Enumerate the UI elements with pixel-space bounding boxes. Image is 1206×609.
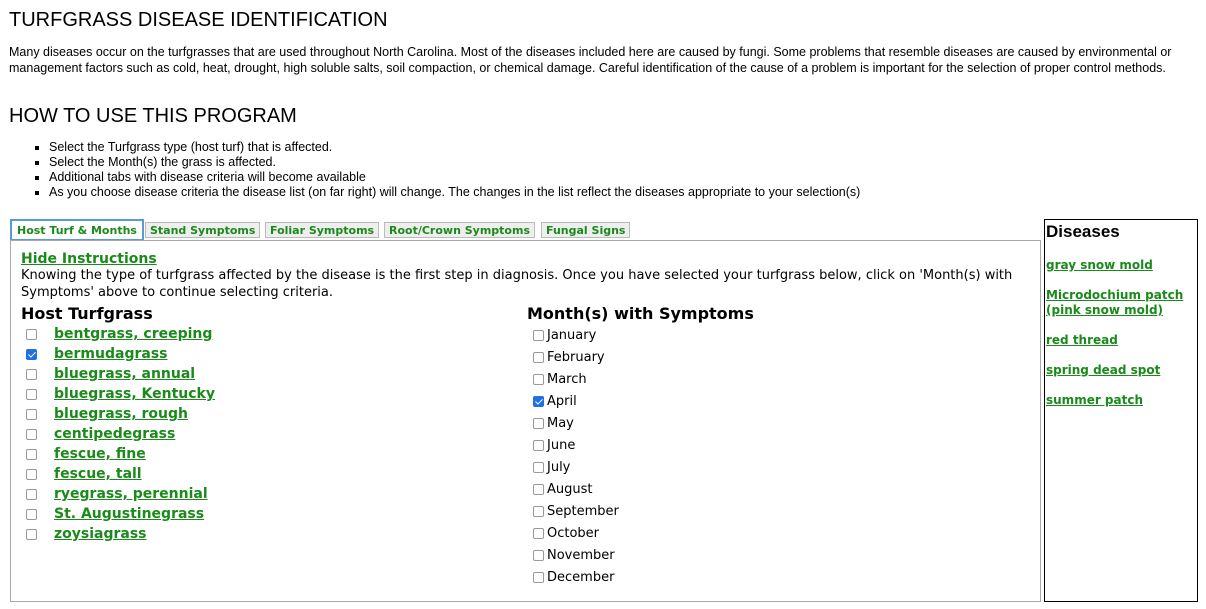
- disease-list: [1046, 258, 1196, 423]
- turfgrass-link[interactable]: ryegrass, perennial: [54, 486, 208, 502]
- turfgrass-item: [21, 444, 215, 464]
- month-item: [533, 368, 619, 390]
- tab-foliar-symptoms[interactable]: Foliar Symptoms: [265, 222, 379, 238]
- month-item: [533, 412, 619, 434]
- disease-item: [1046, 288, 1196, 318]
- turfgrass-checkbox[interactable]: [26, 529, 37, 540]
- month-checkbox[interactable]: [533, 572, 544, 583]
- turfgrass-link[interactable]: bluegrass, rough: [54, 406, 188, 422]
- months-heading: Month(s) with Symptoms: [527, 304, 754, 323]
- how-to-step: ▪ As you choose disease criteria the disease list (on far right) will change. The changes in the list reflect the diseases appropriate to your selection(s): [49, 185, 860, 200]
- turfgrass-checkbox[interactable]: [26, 449, 37, 460]
- disease-link[interactable]: gray snow mold: [1046, 258, 1153, 272]
- how-to-step: ▪ Select the Turfgrass type (host turf) that is affected.: [49, 140, 860, 155]
- month-label[interactable]: June: [547, 437, 576, 453]
- turfgrass-item: [21, 524, 215, 544]
- disease-item: [1046, 333, 1196, 348]
- turfgrass-item: [21, 384, 215, 404]
- month-label[interactable]: October: [547, 525, 600, 541]
- month-item: [533, 346, 619, 368]
- month-label[interactable]: March: [547, 371, 587, 387]
- tab-host-turf-months[interactable]: Host Turf & Months: [10, 219, 144, 241]
- host-turfgrass-heading: Host Turfgrass: [21, 304, 153, 323]
- month-list: [533, 324, 619, 588]
- turfgrass-item: [21, 364, 215, 384]
- turfgrass-checkbox[interactable]: [26, 409, 37, 420]
- turfgrass-link[interactable]: bentgrass, creeping: [54, 326, 213, 342]
- turfgrass-link[interactable]: bluegrass, Kentucky: [54, 386, 215, 402]
- month-label[interactable]: July: [547, 459, 571, 475]
- turfgrass-link[interactable]: bermudagrass: [54, 346, 168, 362]
- turfgrass-checkbox[interactable]: [26, 489, 37, 500]
- turfgrass-link[interactable]: centipedegrass: [54, 426, 176, 442]
- turfgrass-checkbox[interactable]: [26, 329, 37, 340]
- turfgrass-checkbox[interactable]: [26, 429, 37, 440]
- disease-item: [1046, 363, 1196, 378]
- month-item: [533, 390, 619, 412]
- month-checkbox[interactable]: [533, 396, 544, 407]
- month-label[interactable]: May: [547, 415, 574, 431]
- month-item: [533, 566, 619, 588]
- hide-instructions-link[interactable]: Hide Instructions: [21, 251, 157, 267]
- month-item: [533, 478, 619, 500]
- turfgrass-checkbox[interactable]: [26, 469, 37, 480]
- month-item: [533, 434, 619, 456]
- month-item: [533, 456, 619, 478]
- month-item: [533, 324, 619, 346]
- month-label[interactable]: December: [547, 569, 615, 585]
- how-to-step: ▪ Additional tabs with disease criteria will become available: [49, 170, 860, 185]
- turfgrass-link[interactable]: bluegrass, annual: [54, 366, 196, 382]
- disease-link[interactable]: Microdochium patch (pink snow mold): [1046, 288, 1184, 317]
- month-checkbox[interactable]: [533, 484, 544, 495]
- month-checkbox[interactable]: [533, 330, 544, 341]
- month-item: [533, 500, 619, 522]
- month-checkbox[interactable]: [533, 462, 544, 473]
- month-checkbox[interactable]: [533, 418, 544, 429]
- month-checkbox[interactable]: [533, 550, 544, 561]
- tab-fungal-signs[interactable]: Fungal Signs: [541, 222, 630, 238]
- page-title: TURFGRASS DISEASE IDENTIFICATION: [9, 9, 388, 31]
- turfgrass-checkbox[interactable]: [26, 509, 37, 520]
- turfgrass-item: [21, 324, 215, 344]
- turfgrass-item: [21, 344, 215, 364]
- how-to-steps: [9, 140, 860, 200]
- disease-item: [1046, 393, 1196, 408]
- panel-instructions: Knowing the type of turfgrass affected by the disease is the first step in diagnosis. Once you have selected your turfgrass below, click on 'Month(s) with Symptoms' above to continue selecting criteria.: [21, 268, 1013, 300]
- disease-link[interactable]: red thread: [1046, 333, 1118, 347]
- month-label[interactable]: January: [547, 327, 597, 343]
- turfgrass-item: [21, 424, 215, 444]
- month-label[interactable]: August: [547, 481, 593, 497]
- month-checkbox[interactable]: [533, 506, 544, 517]
- turfgrass-link[interactable]: St. Augustinegrass: [54, 506, 205, 522]
- turfgrass-link[interactable]: fescue, tall: [54, 466, 142, 482]
- turfgrass-item: [21, 404, 215, 424]
- tab-stand-symptoms[interactable]: Stand Symptoms: [145, 222, 260, 238]
- month-label[interactable]: April: [547, 393, 577, 409]
- month-item: [533, 544, 619, 566]
- disease-link[interactable]: spring dead spot: [1046, 363, 1161, 377]
- month-checkbox[interactable]: [533, 374, 544, 385]
- turfgrass-item: [21, 504, 215, 524]
- turfgrass-checkbox[interactable]: [26, 389, 37, 400]
- month-checkbox[interactable]: [533, 440, 544, 451]
- how-to-step: ▪ Select the Month(s) the grass is affected.: [49, 155, 860, 170]
- month-label[interactable]: November: [547, 547, 615, 563]
- month-item: [533, 522, 619, 544]
- month-label[interactable]: September: [547, 503, 619, 519]
- month-checkbox[interactable]: [533, 352, 544, 363]
- turfgrass-item: [21, 484, 215, 504]
- how-to-title: HOW TO USE THIS PROGRAM: [9, 105, 297, 127]
- turfgrass-checkbox[interactable]: [26, 349, 37, 360]
- turfgrass-link[interactable]: fescue, fine: [54, 446, 146, 462]
- disease-link[interactable]: summer patch: [1046, 393, 1144, 407]
- month-checkbox[interactable]: [533, 528, 544, 539]
- turfgrass-list: [21, 324, 215, 544]
- disease-item: [1046, 258, 1196, 273]
- month-label[interactable]: February: [547, 349, 605, 365]
- turfgrass-link[interactable]: zoysiagrass: [54, 526, 147, 542]
- intro-text: Many diseases occur on the turfgrasses that are used throughout North Carolina. Most of the diseases included here are caused by fungi. Some problems that resemble diseases are caused by environmental or management factors such as cold, heat, drought, high soluble salts, soil compaction, or chemical damage. Careful identification of the cause of a problem is important for the selection of proper control methods.: [9, 45, 1172, 75]
- tab-root-crown-symptoms[interactable]: Root/Crown Symptoms: [384, 222, 535, 238]
- turfgrass-item: [21, 464, 215, 484]
- diseases-heading: Diseases: [1046, 222, 1120, 241]
- turfgrass-checkbox[interactable]: [26, 369, 37, 380]
